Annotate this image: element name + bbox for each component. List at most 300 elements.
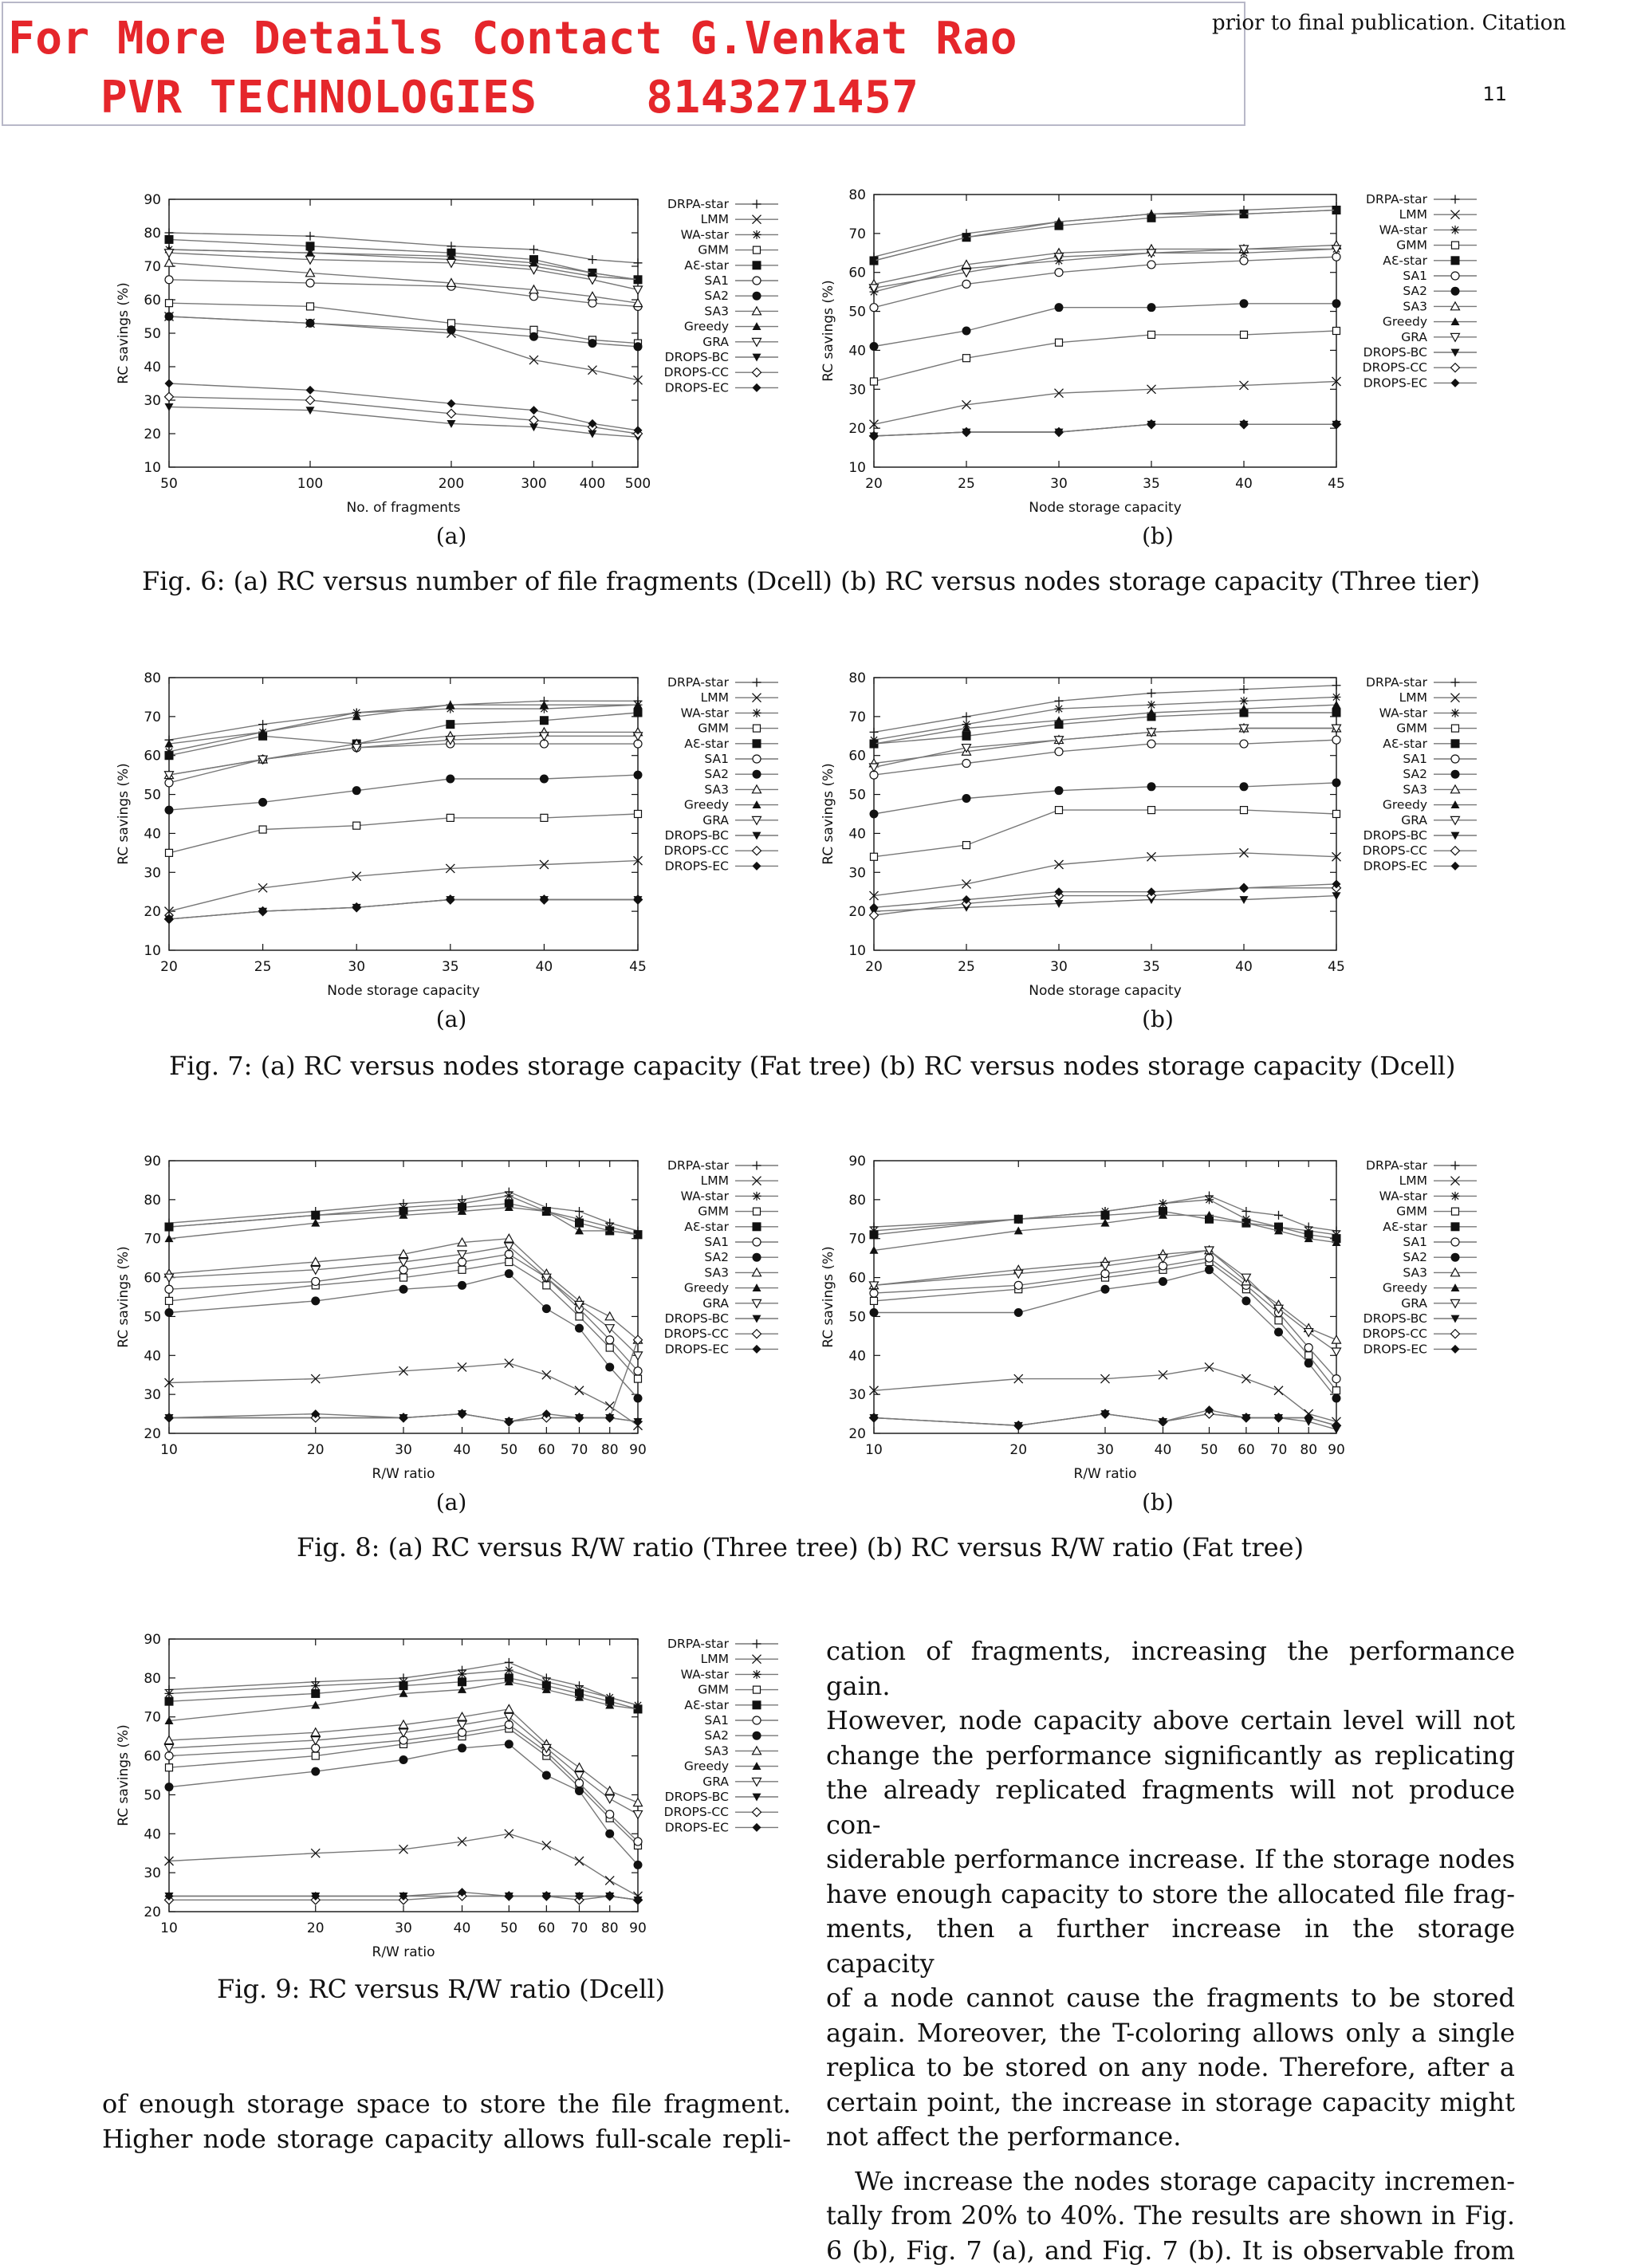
chart-fig6b	[801, 183, 1502, 518]
data-point	[505, 1704, 514, 1712]
data-point	[166, 849, 173, 856]
y-tick-label: 80	[144, 1671, 161, 1687]
legend-label: DRPA-star	[667, 675, 730, 690]
legend-marker	[754, 1208, 761, 1215]
data-point	[458, 1669, 466, 1678]
legend-marker	[1451, 709, 1460, 717]
data-point	[605, 1312, 614, 1320]
legend-marker	[753, 292, 761, 301]
data-point	[312, 1277, 320, 1285]
data-point	[447, 814, 454, 821]
data-point	[1240, 740, 1248, 748]
x-tick-label: 300	[521, 476, 546, 492]
legend-label: GRA	[1401, 330, 1427, 344]
data-point	[870, 911, 879, 920]
legend-marker	[753, 1192, 761, 1201]
series-line	[169, 239, 638, 279]
fig9-caption: Fig. 9: RC versus R/W ratio (Dcell)	[217, 1974, 665, 2004]
series-sa1	[870, 736, 1340, 779]
data-point	[634, 1798, 643, 1806]
data-point	[1304, 1359, 1313, 1368]
data-point	[1240, 257, 1248, 265]
y-tick-label: 20	[848, 421, 866, 437]
legend-label: SA3	[704, 1265, 729, 1279]
data-point	[1101, 1285, 1110, 1294]
series-line	[169, 900, 638, 919]
data-point	[540, 775, 549, 784]
data-point	[166, 1764, 173, 1771]
series-gmm	[871, 1259, 1340, 1394]
y-tick-label: 40	[848, 826, 866, 842]
y-tick-label: 80	[144, 226, 161, 242]
data-point	[305, 232, 314, 241]
y-tick-label: 20	[144, 904, 161, 920]
plot-frame	[874, 678, 1336, 950]
text-line: replica to be stored on any node. Therefore, after a	[826, 2050, 1515, 2085]
x-tick-label: 80	[1300, 1442, 1317, 1458]
x-tick-label: 20	[865, 959, 883, 975]
series-gmm	[871, 328, 1340, 386]
series-sa1	[870, 1254, 1340, 1382]
legend-label: DROPS-EC	[1363, 375, 1427, 390]
legend-label: DROPS-CC	[664, 843, 729, 858]
fig8b-sublabel: (b)	[1142, 1489, 1174, 1515]
data-point	[165, 276, 173, 284]
legend-marker	[753, 368, 761, 377]
legend-label: SA1	[704, 273, 729, 288]
legend-label: SA3	[1403, 1265, 1427, 1279]
series-gra	[165, 1713, 643, 1818]
data-point	[399, 1681, 408, 1690]
legend-label: DROPS-EC	[1363, 859, 1427, 873]
data-point	[870, 1230, 879, 1239]
legend-label: WA-star	[681, 227, 730, 242]
legend-label: SA2	[1403, 767, 1427, 781]
series-line	[874, 783, 1336, 814]
y-tick-label: 20	[144, 426, 161, 442]
data-point	[1101, 1211, 1110, 1220]
text-line: of enough storage space to store the file fragment.	[102, 2087, 791, 2122]
y-tick-label: 80	[848, 670, 866, 686]
y-tick-label: 40	[144, 826, 161, 842]
text-line: 6 (b), Fig. 7 (a), and Fig. 7 (b). It is observable from	[826, 2234, 1515, 2268]
data-point	[1014, 1281, 1022, 1289]
data-point	[606, 1810, 614, 1818]
data-point	[1056, 339, 1063, 346]
series-line	[169, 775, 638, 810]
legend-label: SA2	[704, 767, 729, 781]
data-point	[605, 1795, 614, 1803]
data-point	[542, 1841, 551, 1849]
legend-label: GRA	[702, 813, 729, 827]
y-tick-label: 60	[848, 1271, 866, 1287]
legend-label: GMM	[698, 243, 729, 257]
y-axis-label: RC savings (%)	[820, 763, 836, 865]
data-point	[542, 1370, 551, 1379]
x-tick-label: 20	[307, 1442, 325, 1458]
x-tick-label: 30	[395, 1442, 412, 1458]
data-point	[1332, 701, 1341, 709]
x-tick-label: 40	[454, 1442, 471, 1458]
data-point	[1305, 1352, 1312, 1359]
data-point	[634, 1810, 643, 1818]
data-point	[870, 342, 879, 351]
series-sa1	[870, 253, 1340, 312]
series-line	[874, 246, 1336, 285]
x-tick-label: 30	[1050, 476, 1068, 492]
legend-label: SA3	[704, 782, 729, 796]
y-tick-label: 30	[848, 1387, 866, 1403]
x-tick-label: 30	[395, 1920, 412, 1936]
series-line	[169, 303, 638, 343]
legend-marker	[753, 709, 761, 717]
legend-marker	[753, 1162, 761, 1170]
fig8a-sublabel: (a)	[436, 1489, 467, 1515]
legend-marker	[753, 383, 761, 392]
legend-label: AƐ-star	[1383, 737, 1427, 751]
x-tick-label: 50	[500, 1920, 517, 1936]
y-tick-label: 30	[144, 1865, 161, 1881]
data-point	[311, 1767, 320, 1776]
y-axis-label: RC savings (%)	[116, 763, 132, 865]
y-tick-label: 70	[848, 1232, 866, 1248]
fig7b-sublabel: (b)	[1142, 1006, 1174, 1032]
data-point	[165, 1308, 174, 1317]
data-point	[258, 798, 267, 807]
data-point	[1147, 782, 1156, 791]
series-line	[169, 397, 638, 434]
legend-label: DROPS-CC	[1363, 360, 1427, 375]
legend-marker	[753, 1808, 761, 1817]
data-point	[1241, 807, 1248, 814]
data-point	[306, 303, 313, 310]
legend-marker	[1451, 287, 1460, 296]
y-tick-label: 60	[848, 265, 866, 281]
series-a-star	[165, 708, 643, 760]
data-point	[1014, 1308, 1023, 1317]
data-point	[1240, 299, 1249, 308]
legend-marker	[1451, 862, 1460, 871]
x-axis-label: R/W ratio	[1074, 1466, 1137, 1482]
legend-marker	[753, 230, 761, 239]
data-point	[165, 1285, 173, 1293]
series-sa2	[165, 1269, 643, 1402]
legend-label: DROPS-BC	[665, 1790, 729, 1804]
plot-frame	[874, 195, 1336, 467]
y-tick-label: 70	[144, 259, 161, 275]
data-point	[305, 386, 314, 395]
series-sa2	[870, 778, 1341, 818]
legend-label: Greedy	[684, 320, 729, 334]
data-point	[634, 708, 643, 717]
data-point	[870, 1308, 879, 1317]
data-point	[353, 822, 360, 829]
y-tick-label: 10	[848, 460, 866, 476]
data-point	[1055, 705, 1064, 713]
data-point	[458, 1281, 466, 1290]
legend-label: SA2	[704, 1728, 729, 1743]
series-lmm	[165, 312, 643, 385]
data-point	[258, 720, 267, 729]
x-tick-label: 50	[160, 476, 178, 492]
series-sa2	[165, 771, 643, 815]
legend-label: GRA	[702, 1775, 729, 1789]
text-line: the already replicated fragments will not produce con-	[826, 1773, 1515, 1842]
x-axis-label: No. of fragments	[347, 500, 461, 516]
data-point	[634, 1838, 642, 1845]
data-point	[606, 1344, 613, 1351]
legend-marker	[1451, 1330, 1460, 1338]
data-point	[165, 1783, 174, 1791]
data-point	[575, 1324, 584, 1333]
series-line	[874, 249, 1336, 292]
data-point	[870, 903, 879, 912]
data-point	[1332, 299, 1341, 308]
series-line	[169, 316, 638, 380]
series-line	[169, 233, 638, 263]
x-tick-label: 40	[1155, 1442, 1172, 1458]
text-line: We increase the nodes storage capacity incremen-	[826, 2164, 1515, 2199]
series-line	[169, 732, 638, 775]
data-point	[606, 1336, 614, 1344]
series-sa3	[870, 1246, 1341, 1343]
x-tick-label: 30	[1096, 1442, 1114, 1458]
data-point	[1274, 1211, 1283, 1220]
series-line	[874, 853, 1336, 896]
legend-marker	[1451, 1222, 1460, 1231]
legend-label: LMM	[701, 1652, 729, 1666]
data-point	[541, 814, 548, 821]
series-a-star	[870, 206, 1341, 265]
x-tick-label: 80	[601, 1442, 619, 1458]
series-line	[874, 424, 1336, 436]
data-point	[1148, 807, 1155, 814]
x-tick-label: 70	[1270, 1442, 1288, 1458]
data-point	[165, 1223, 174, 1232]
x-tick-label: 45	[1328, 959, 1345, 975]
data-point	[1148, 331, 1155, 338]
running-header: prior to final publication. Citation	[1212, 11, 1566, 35]
legend-label: WA-star	[1379, 1189, 1428, 1203]
series-line	[169, 900, 638, 919]
y-tick-label: 80	[848, 187, 866, 203]
y-tick-label: 20	[848, 904, 866, 920]
x-tick-label: 80	[601, 1920, 619, 1936]
data-point	[1240, 782, 1249, 791]
data-point	[259, 826, 266, 833]
y-tick-label: 60	[848, 749, 866, 765]
chart-fig6a	[96, 183, 781, 518]
data-point	[311, 1681, 320, 1690]
legend-label: LMM	[701, 1173, 729, 1188]
legend-label: Greedy	[1383, 315, 1427, 329]
data-point	[1274, 1386, 1283, 1395]
legend-label: SA1	[1403, 269, 1427, 283]
legend-label: GMM	[698, 1205, 729, 1219]
series-drops-cc	[870, 420, 1341, 441]
data-point	[962, 712, 971, 721]
data-point	[305, 319, 314, 328]
series-sa3	[165, 258, 643, 306]
x-tick-label: 400	[580, 476, 605, 492]
x-tick-label: 50	[1201, 1442, 1218, 1458]
legend-label: SA2	[704, 1250, 729, 1264]
data-point	[962, 794, 971, 803]
legend-marker	[753, 261, 761, 269]
legend-label: AƐ-star	[684, 1220, 729, 1234]
legend-label: DROPS-BC	[665, 828, 729, 843]
data-point	[870, 810, 879, 819]
legend-marker	[753, 678, 761, 687]
right-paragraph-2	[826, 2164, 1515, 2268]
series-greedy	[870, 701, 1341, 748]
legend-marker	[1452, 1208, 1459, 1215]
legend-label: Greedy	[684, 1759, 729, 1774]
chart-fig9	[96, 1628, 781, 1963]
y-tick-label: 70	[144, 1232, 161, 1248]
y-tick-label: 60	[144, 1271, 161, 1287]
legend-marker	[1451, 256, 1460, 265]
data-point	[505, 1658, 514, 1667]
legend-label: DROPS-EC	[665, 1820, 729, 1834]
data-point	[352, 786, 361, 795]
x-tick-label: 20	[307, 1920, 325, 1936]
y-tick-label: 70	[144, 1710, 161, 1726]
series-line	[169, 316, 638, 347]
series-line	[874, 257, 1336, 308]
x-tick-label: 10	[160, 1920, 178, 1936]
legend-label: WA-star	[1379, 706, 1428, 720]
legend-marker	[753, 277, 761, 285]
legend-marker	[754, 725, 761, 732]
data-point	[871, 1297, 878, 1304]
legend-label: GMM	[1396, 238, 1427, 253]
data-point	[605, 1786, 614, 1794]
left-column-text	[102, 2087, 791, 2156]
x-tick-label: 35	[442, 959, 459, 975]
legend-label: Greedy	[684, 798, 729, 812]
data-point	[1275, 1317, 1282, 1324]
y-axis-label: RC savings (%)	[116, 282, 132, 384]
series-lmm	[870, 377, 1341, 429]
series-drops-bc	[165, 896, 643, 923]
data-point	[311, 1211, 320, 1220]
data-point	[505, 1666, 514, 1675]
legend-label: DRPA-star	[1366, 1158, 1428, 1173]
series-line	[169, 1834, 638, 1896]
data-point	[446, 775, 454, 784]
series-gra	[870, 1247, 1341, 1356]
x-tick-label: 50	[500, 1442, 517, 1458]
legend-marker	[753, 200, 761, 209]
legend-label: WA-star	[681, 1667, 730, 1681]
series-sa2	[870, 299, 1341, 351]
legend-marker	[1451, 739, 1460, 748]
data-point	[399, 1285, 408, 1294]
y-tick-label: 30	[144, 865, 161, 881]
x-tick-label: 500	[625, 476, 651, 492]
x-axis-label: R/W ratio	[372, 1466, 435, 1482]
x-tick-label: 70	[571, 1920, 588, 1936]
x-tick-label: 40	[454, 1920, 471, 1936]
data-point	[1147, 303, 1156, 312]
series-line	[874, 424, 1336, 436]
data-point	[1055, 303, 1064, 312]
data-point	[446, 720, 454, 729]
data-point	[588, 255, 596, 264]
data-point	[575, 1763, 584, 1771]
legend-marker	[1451, 379, 1460, 387]
series-line	[169, 736, 638, 775]
data-point	[458, 1743, 466, 1752]
x-tick-label: 35	[1143, 959, 1160, 975]
fig7-caption: Fig. 7: (a) RC versus nodes storage capacity (Fat tree) (b) RC versus nodes storage capacity (Dcell)	[169, 1051, 1456, 1081]
x-tick-label: 20	[1009, 1442, 1027, 1458]
x-tick-label: 20	[865, 476, 883, 492]
legend-label: SA1	[704, 752, 729, 766]
series-drops-ec	[165, 379, 643, 435]
fig6a-sublabel: (a)	[436, 523, 467, 549]
legend-label: AƐ-star	[684, 258, 729, 273]
data-point	[871, 853, 878, 860]
y-tick-label: 90	[144, 192, 161, 208]
legend-marker	[1451, 272, 1459, 280]
y-tick-label: 20	[144, 1904, 161, 1920]
legend-label: GRA	[702, 335, 729, 349]
data-point	[605, 1876, 614, 1885]
series-sa3	[870, 724, 1341, 767]
series-line	[874, 686, 1336, 733]
legend-marker	[753, 1345, 761, 1354]
y-tick-label: 90	[144, 1154, 161, 1169]
x-tick-label: 10	[160, 1442, 178, 1458]
legend-marker	[1451, 1192, 1460, 1201]
y-tick-label: 70	[848, 226, 866, 242]
data-point	[165, 379, 174, 388]
left-paragraph	[102, 2087, 791, 2156]
legend-label: GMM	[698, 721, 729, 736]
legend-marker	[753, 1238, 761, 1246]
legend-label: Greedy	[1383, 1281, 1427, 1295]
data-point	[1332, 778, 1341, 787]
data-point	[1147, 689, 1156, 698]
data-point	[962, 280, 970, 288]
data-point	[165, 806, 174, 815]
legend-label: GMM	[1396, 1205, 1427, 1219]
series-sa1	[165, 1720, 642, 1845]
series-line	[169, 407, 638, 437]
fig8-caption: Fig. 8: (a) RC versus R/W ratio (Three tree) (b) RC versus R/W ratio (Fat tree)	[297, 1532, 1304, 1562]
legend-marker	[1451, 1253, 1460, 1262]
y-tick-label: 50	[848, 788, 866, 804]
series-line	[874, 331, 1336, 382]
right-paragraph-1	[826, 1634, 1515, 2155]
data-point	[311, 1296, 320, 1305]
x-axis-label: Node storage capacity	[1029, 983, 1182, 999]
data-point	[576, 1313, 583, 1320]
data-point	[1056, 807, 1063, 814]
legend-marker	[753, 755, 761, 763]
legend-label: AƐ-star	[684, 737, 729, 751]
data-point	[575, 1786, 584, 1795]
legend-label: LMM	[701, 212, 729, 226]
x-axis-label: R/W ratio	[372, 1944, 435, 1960]
legend-marker	[754, 1686, 761, 1693]
data-point	[870, 764, 879, 772]
legend-label: WA-star	[681, 706, 730, 720]
text-line: have enough capacity to store the allocated file frag-	[826, 1877, 1515, 1912]
data-point	[1055, 748, 1063, 756]
